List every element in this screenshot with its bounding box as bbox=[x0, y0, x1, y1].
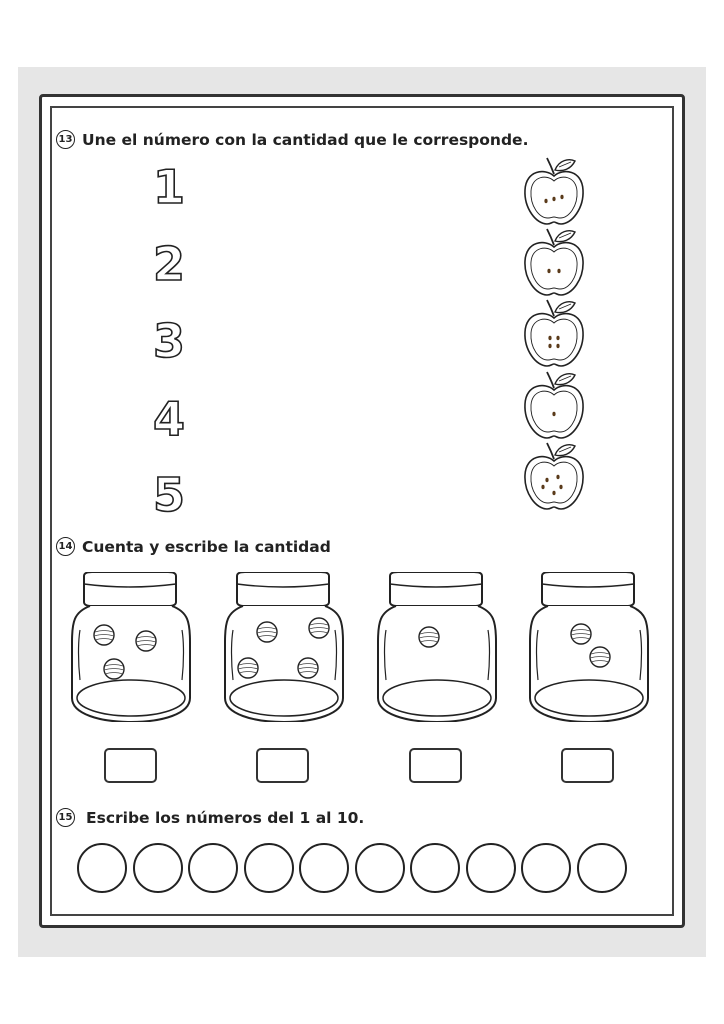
section-13-instruction: Une el número con la cantidad que le corresponde. bbox=[82, 130, 529, 149]
section-15-heading bbox=[56, 808, 364, 827]
section-13-heading bbox=[56, 130, 528, 149]
section-14-instruction: Cuenta y escribe la cantidad bbox=[82, 537, 331, 556]
apple-2[interactable] bbox=[521, 223, 587, 299]
number-circle-5[interactable] bbox=[299, 843, 349, 893]
answer-box-2[interactable] bbox=[256, 748, 309, 783]
number-circle-2[interactable] bbox=[133, 843, 183, 893]
number-circle-7[interactable] bbox=[410, 843, 460, 893]
jar-4 bbox=[528, 572, 650, 722]
apple-4[interactable] bbox=[521, 366, 587, 442]
section-14-heading bbox=[56, 537, 331, 556]
number-circle-8[interactable] bbox=[466, 843, 516, 893]
number-circle-10[interactable] bbox=[577, 843, 627, 893]
answer-box-4[interactable] bbox=[561, 748, 614, 783]
numeral-4[interactable]: 4 bbox=[152, 392, 185, 446]
number-circle-4[interactable] bbox=[244, 843, 294, 893]
number-circle-9[interactable] bbox=[521, 843, 571, 893]
numeral-3[interactable]: 3 bbox=[152, 314, 185, 368]
answer-box-3[interactable] bbox=[409, 748, 462, 783]
numeral-1[interactable]: 1 bbox=[152, 160, 185, 214]
number-circle-3[interactable] bbox=[188, 843, 238, 893]
answer-box-1[interactable] bbox=[104, 748, 157, 783]
jar-2 bbox=[223, 572, 345, 722]
section-15-instruction: Escribe los números del 1 al 10. bbox=[86, 808, 365, 827]
section-15-number: 15 bbox=[56, 808, 75, 827]
section-14-number: 14 bbox=[56, 537, 75, 556]
jar-1 bbox=[70, 572, 192, 722]
number-circle-1[interactable] bbox=[77, 843, 127, 893]
apple-3[interactable] bbox=[521, 294, 587, 370]
section-13-number: 13 bbox=[56, 130, 75, 149]
number-circle-6[interactable] bbox=[355, 843, 405, 893]
jar-3 bbox=[376, 572, 498, 722]
numeral-5[interactable]: 5 bbox=[152, 468, 185, 522]
numeral-2[interactable]: 2 bbox=[152, 237, 185, 291]
apple-1[interactable] bbox=[521, 152, 587, 228]
apple-5[interactable] bbox=[521, 437, 587, 513]
